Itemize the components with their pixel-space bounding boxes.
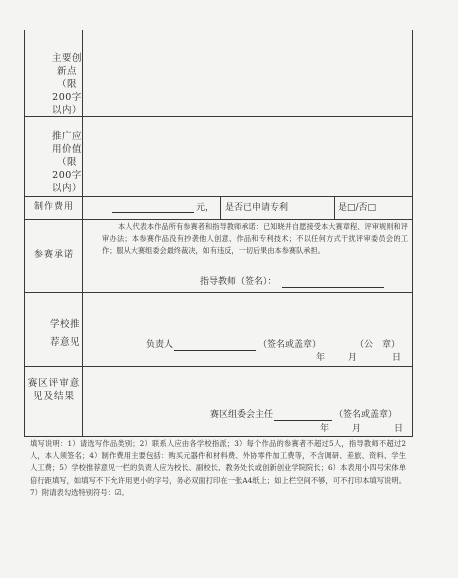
school-person-line[interactable]	[174, 350, 256, 351]
school-label: 学校推荐意见	[50, 319, 81, 348]
division-day: 日	[394, 424, 404, 434]
school-sign-hint: （签名或盖章）	[258, 340, 322, 350]
school-seal-hint: （公 章）	[355, 340, 401, 350]
promotion-label: 推广应用价值（限200字以内）	[51, 131, 82, 194]
fill-instructions: 填写说明：1）请选写作品类别；2）联系人应由各学校指派；3）每个作品的参赛者不超过5人，指导教师不超过2人，本人须签名；4）制作费用主要包括：购买元器件和材料费、外协零件加工费等，不含调研、差旅、资料、学生人工费；5）学校推荐意见一栏的负责人应为校长、副校长、教务处长或创新创业学院院长；6）本表用小四号宋体单倍行距填写，如填写不下允许用更小的字号，务必双面打印在一张A4纸上；如上栏空间不够，可不打印本填写说明。7）附请表勾选特别符号：☑。	[30, 439, 406, 497]
cost-underline[interactable]	[112, 212, 194, 213]
division-year: 年	[320, 424, 330, 434]
division-sign-hint: （签名或盖章）	[334, 410, 398, 420]
row-divider	[24, 366, 413, 367]
school-day: 日	[392, 353, 402, 363]
cost-right-divider	[334, 196, 335, 219]
school-month: 月	[348, 353, 358, 363]
division-month: 月	[352, 424, 362, 434]
table-right-border	[412, 30, 413, 437]
school-year: 年	[316, 353, 326, 363]
patent-options[interactable]: 是□/否□	[338, 203, 377, 213]
cost-unit: 元，	[196, 203, 215, 213]
division-director-label: 赛区组委会主任	[210, 410, 274, 420]
table-left-border	[24, 30, 25, 437]
innovation-label: 主要创新点（限200字以内）	[51, 53, 82, 116]
table-bottom-border	[24, 436, 413, 437]
school-person-label: 负责人	[146, 340, 174, 350]
cost-label: 制作费用	[33, 202, 74, 212]
promotion-field[interactable]	[84, 118, 411, 195]
division-director-line[interactable]	[274, 420, 332, 421]
innovation-field[interactable]	[84, 31, 411, 115]
division-label: 赛区评审意见及结果	[27, 378, 81, 402]
advisor-signature-line[interactable]	[282, 287, 384, 288]
row-divider	[24, 196, 413, 197]
row-divider	[24, 292, 413, 293]
commitment-text: 本人代表本作品所有参赛者和指导教师承诺：已知晓并自愿接受本大赛章程、评审规则和评审办法；本参赛作品没有抄袭他人创意、作品和专利技术；不以任何方式干扰评审委员会的工作；服从大赛组委会最终裁决，如有违反，一切后果由本参赛队承担。	[102, 222, 408, 256]
row-divider	[24, 219, 413, 220]
commitment-label: 参赛承诺	[33, 250, 74, 260]
cost-middle-divider	[220, 196, 221, 219]
patent-question: 是否已申请专利	[225, 203, 289, 213]
advisor-signature-label: 指导教师（签名）：	[200, 277, 277, 287]
